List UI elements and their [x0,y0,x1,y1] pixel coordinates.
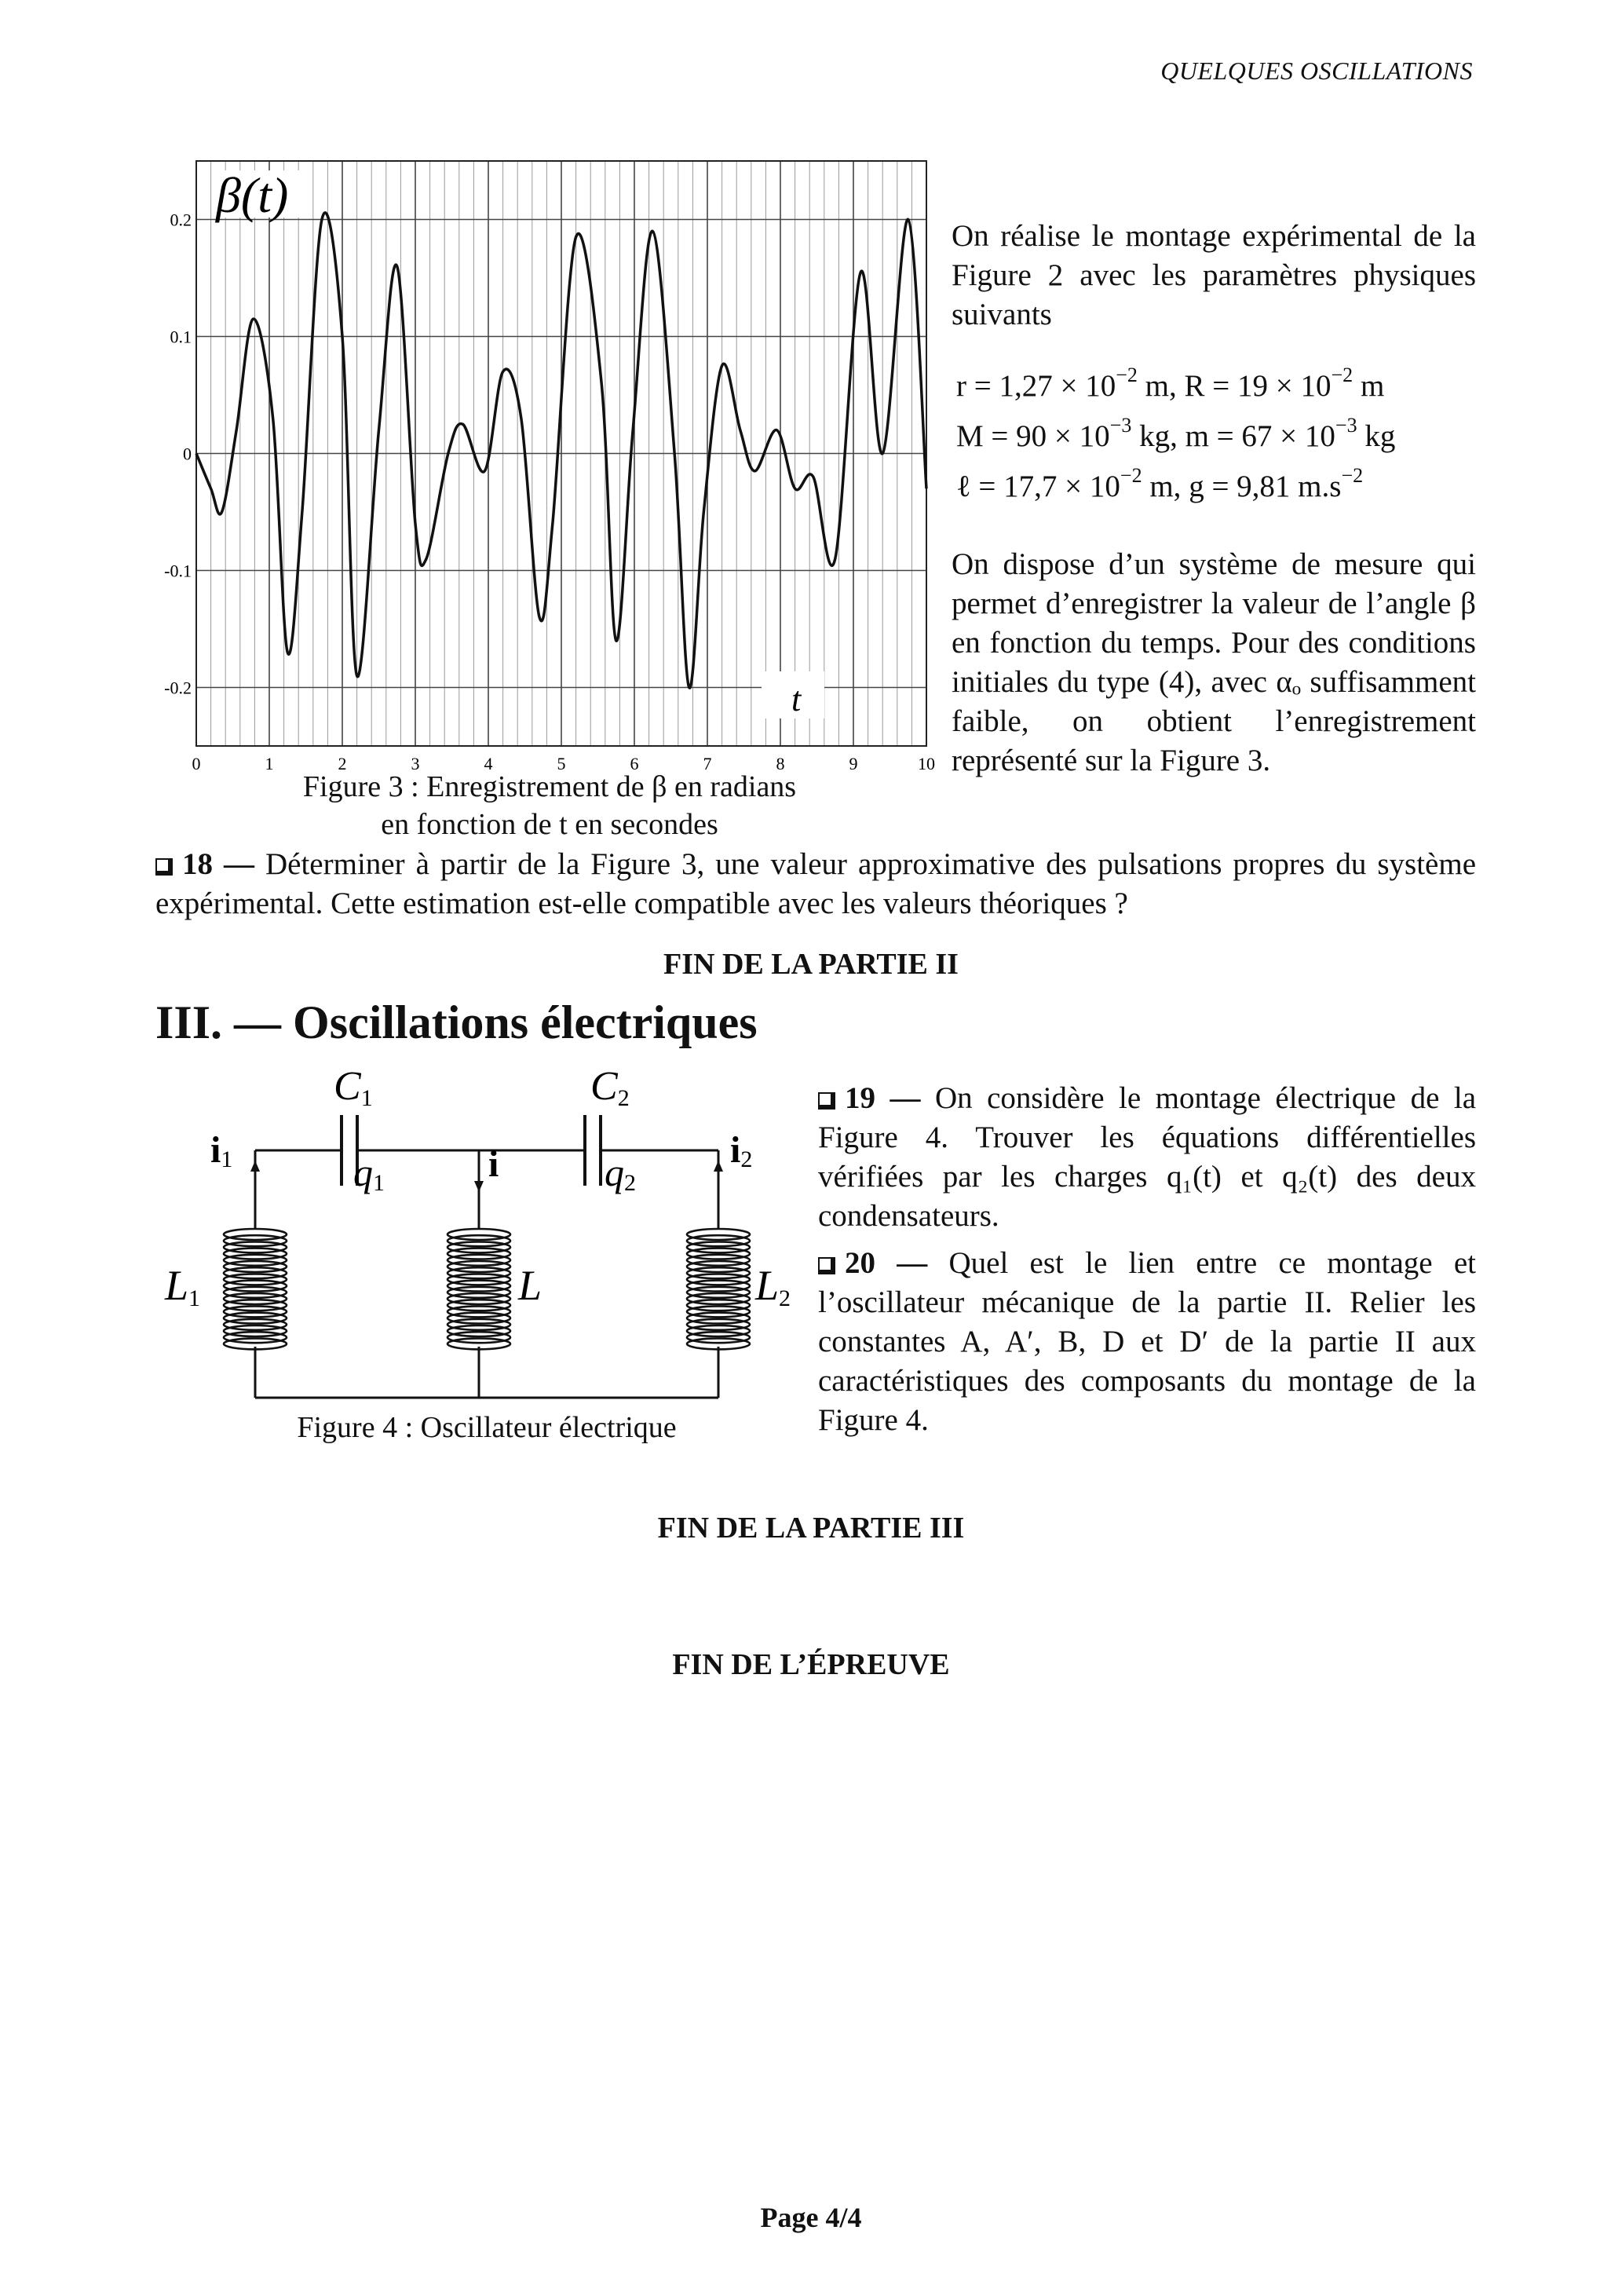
inductor-coils [224,1229,750,1349]
x-tick-label: 9 [849,754,858,773]
question-20-number: 20 — [845,1246,928,1280]
x-tick-label: 5 [557,754,566,773]
inductor-coil-icon [687,1229,750,1349]
x-tick-label: 8 [776,754,785,773]
arrow-up-icon [714,1161,723,1172]
y-tick-label: 0 [183,444,192,464]
eq-line-1: $r = 1,27 \times 10^{-2}$ m, $R = 19 \times 10^{-2}$ m [956,364,1385,403]
end-exam: FIN DE L’ÉPREUVE [672,1648,950,1681]
y-tick-label: 0.2 [170,210,192,230]
x-tick-label: 10 [918,754,935,773]
figure-4-caption: Figure 4 : Oscillateur électrique [297,1411,677,1444]
label-i: i [488,1143,499,1185]
label-i2: i2 [730,1129,753,1172]
question-20-text: Quel est le lien entre ce montage et l’oscillateur mécanique de la partie II. Relier les constantes A, A′, B, D et D′ de la partie II aux caractéristiques des composants du montage de la Figure 4. [818,1246,1476,1437]
section-3-title: III. — Oscillations électriques [155,996,758,1048]
checkbox-icon [818,1257,835,1274]
figure-3-chart [149,153,942,773]
parameter-equations [956,361,1395,512]
end-part-3: FIN DE LA PARTIE III [657,1512,965,1545]
label-i1: i1 [210,1129,233,1172]
y-tick-label: 0.1 [170,327,192,347]
x-tick-label: 1 [265,754,274,773]
end-part-2: FIN DE LA PARTIE II [663,948,959,981]
figure-3-caption [236,768,864,843]
chart-y-tick-labels [164,210,192,698]
eq-line-3: ℓ = $17,7 \times 10^{-2}$ m, g = 9,81 $m.s^{-2}$ [956,464,1364,503]
chart-title: β(t) [216,167,289,223]
label-L1: L1 [165,1262,201,1311]
x-tick-label: 0 [192,754,201,773]
question-18-number: 18 — [182,847,254,881]
x-tick-label: 6 [630,754,639,773]
question-18-text: Déterminer à partir de la Figure 3, une valeur approximative des pulsations propres du système expérimental. Cette estimation est-elle compatible avec les valeurs théoriques ? [155,847,1477,920]
chart-xlabel: t [791,680,802,718]
checkbox-icon [818,1092,835,1110]
checkbox-icon [155,858,173,876]
arrow-down-icon [474,1181,484,1192]
label-q1: q1 [353,1150,385,1196]
figure-3-caption-line1: Figure 3 : Enregistrement de β en radians [302,770,797,803]
x-tick-label: 3 [411,754,420,773]
intro-paragraph: On réalise le montage expérimental de la Figure 2 avec les paramètres physiques suivants [952,219,1476,331]
figure-4-circuit [149,1060,824,1413]
arrow-up-icon [250,1161,260,1172]
x-tick-label: 4 [484,754,493,773]
page-number: Page 4/4 [760,2202,862,2233]
question-20 [818,1244,1476,1440]
figure-3-caption-line2: en fonction de t en secondes [381,808,718,841]
label-C2: C2 [590,1064,630,1111]
question-19-text: On considère le montage électrique de la Figure 4. Trouver les équations différentielles vérifiées par les charges q₁(t) et q₂(t) des deux condensateurs. [818,1081,1477,1233]
inductor-coil-icon [448,1229,510,1349]
label-q2: q2 [605,1150,636,1196]
eq-line-2: $M = 90 \times 10^{-3}$ kg, $m = 67 \times 10^{-3}$ kg [956,414,1396,453]
inductor-coil-icon [224,1229,287,1349]
x-tick-label: 2 [338,754,347,773]
x-tick-label: 7 [703,754,712,773]
label-L: L [518,1262,542,1309]
question-19-number: 19 — [845,1081,921,1115]
running-header: QUELQUES OSCILLATIONS [1160,57,1473,85]
y-tick-label: -0.2 [164,678,192,698]
measurement-paragraph: On dispose d’un système de mesure qui permet d’enregistrer la valeur de l’angle β en fonction du temps. Pour des conditions initiales du type (4), avec αₒ suffisamment faible, on obtient l’enregistrement représenté sur la Figure 3. [952,547,1476,777]
y-tick-label: -0.1 [164,561,192,581]
label-L2: L2 [755,1262,791,1311]
question-18 [155,845,1476,923]
label-C1: C1 [334,1064,373,1111]
question-19 [818,1079,1476,1236]
